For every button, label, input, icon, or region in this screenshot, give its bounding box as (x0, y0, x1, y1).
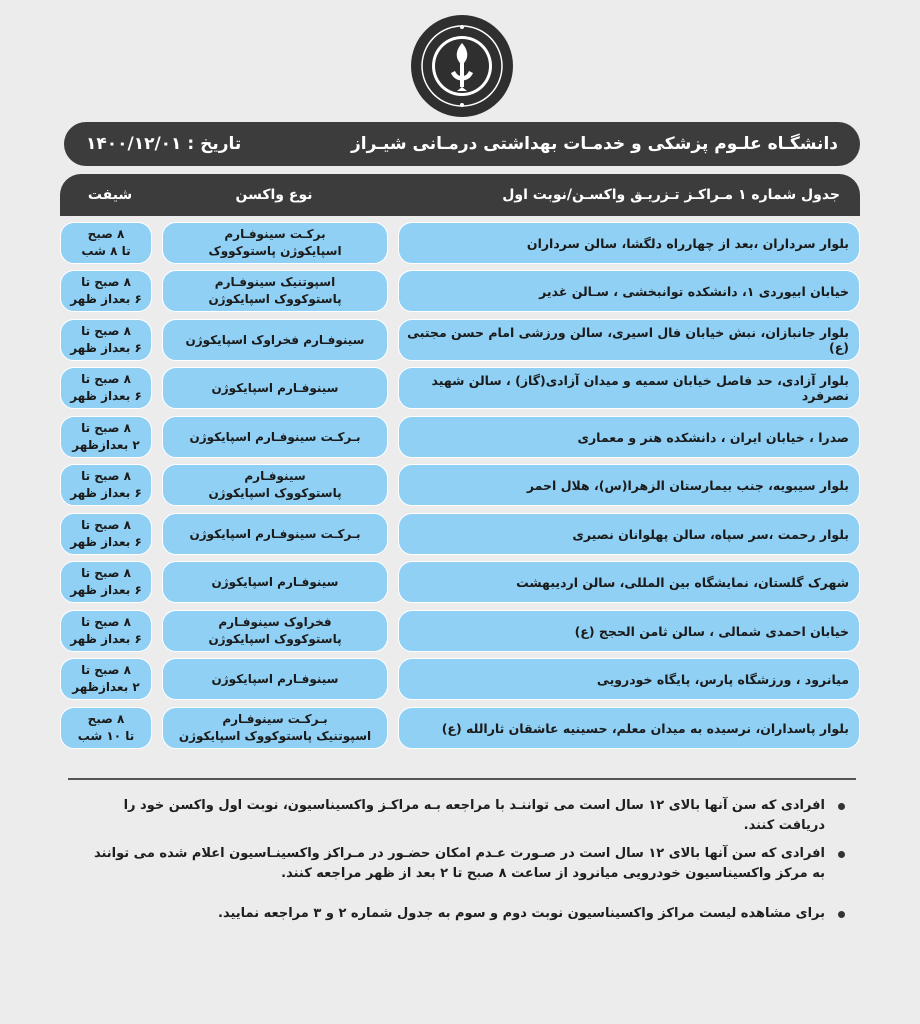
note-text: افرادی که سن آنها بالای ۱۲ سال است می تواننـد با مراجعه بـه مراکـز واکسیناسیون، نوبت اول واکسن خود را دریافت کنند. (123, 798, 825, 833)
location-cell: بلوار سیبویه، جنب بیمارستان الزهرا(س)، هلال احمر (398, 464, 860, 506)
shift-cell: ۸ صبح تا ۱۰ شب (60, 707, 152, 749)
note-text: برای مشاهده لیست مراکز واکسیناسیون نوبت دوم و سوم به جدول شماره ۲ و ۳ مراجعه نمایید. (218, 906, 825, 921)
location-cell: بلوار سرداران ،بعد از چهارراه دلگشا، سالن سرداران (398, 222, 860, 264)
shift-cell: ۸ صبح تا ۲ بعدازظهر (60, 416, 152, 458)
shift-cell: ۸ صبح تا ۶ بعداز ظهر (60, 561, 152, 603)
table-row (60, 658, 860, 700)
table-row (60, 319, 860, 361)
table-row (60, 222, 860, 264)
vaccine-cell: سینوفـارم اسپایکوژن (162, 561, 388, 603)
table-row (60, 707, 860, 749)
vaccine-cell: سینوفـارم پاستوکووک اسپایکوژن (162, 464, 388, 506)
location-cell: صدرا ، خیابان ایران ، دانشکده هنر و معماری (398, 416, 860, 458)
note-item (90, 796, 845, 836)
table-row (60, 270, 860, 312)
shift-cell: ۸ صبح تا ۲ بعدازظهر (60, 658, 152, 700)
location-cell: بلوار رحمت ،سر سپاه، سالن پهلوانان نصیری (398, 513, 860, 555)
note-text: افرادی که سن آنها بالای ۱۲ سال است در صـورت عـدم امکان حضـور در مـراکز واکسینـاسیون اعلام شده می توانند به مرکز واکسیناسیون خودرویی میانرود از ساعت ۸ صبح تا ۲ بعد از ظهر مراجعه کنند. (93, 846, 825, 881)
location-cell: بلوار پاسداران، نرسیده به میدان معلم، حسینیه عاشقان ثارالله (ع) (398, 707, 860, 749)
vaccine-cell: سینوفـارم اسپایکوژن (162, 367, 388, 409)
location-cell: شهرک گلستان، نمایشگاه بین المللی، سالن اردیبهشت (398, 561, 860, 603)
date-label: تاریخ : ۱۴۰۰/۱۲/۰۱ (86, 134, 242, 154)
bullet-icon (838, 803, 845, 810)
vaccine-cell: اسپوتنیک سینوفـارم پاستوکووک اسپایکوژن (162, 270, 388, 312)
shift-cell: ۸ صبح تا ۶ بعداز ظهر (60, 319, 152, 361)
vaccine-cell: برکـت سینوفـارم اسپایکوژن پاستوکووک (162, 222, 388, 264)
vaccine-cell: سینوفـارم اسپایکوژن (162, 658, 388, 700)
header-bar (64, 122, 860, 166)
note-item (90, 844, 845, 884)
location-cell: خیابان احمدی شمالی ، سالن ثامن الحجج (ع) (398, 610, 860, 652)
location-cell: خیابان ابیوردی ۱، دانشکده توانبخشی ، سـالن غدیر (398, 270, 860, 312)
notes-list (90, 796, 845, 932)
page-title: دانشگـاه علـوم پزشکی و خدمـات بهداشتی درمـانی شیـراز (350, 134, 838, 154)
bullet-icon (838, 851, 845, 858)
location-cell: میانرود ، ورزشگاه پارس، پایگاه خودرویی (398, 658, 860, 700)
vaccine-cell: بـرکـت سینوفـارم اسپایکوژن (162, 513, 388, 555)
vaccine-cell: بـرکـت سینوفـارم اسپایکوژن (162, 416, 388, 458)
location-cell: بلوار آزادی، حد فاصل خیابان سمیه و میدان آزادی(گاز) ، سالن شهید نصرفرد (398, 367, 860, 409)
column-header-location: جدول شماره ۱ مـراکـز تـزریـق واکسـن/نوبت اول (388, 174, 860, 216)
table-row (60, 464, 860, 506)
divider (68, 778, 856, 780)
table-row (60, 513, 860, 555)
table-row (60, 367, 860, 409)
university-seal-icon (411, 15, 513, 117)
table-row (60, 610, 860, 652)
column-header-vaccine: نوع واکسن (152, 174, 396, 216)
column-header-shift: شیفت (60, 174, 160, 216)
vaccine-cell: فخراوک سینوفـارم پاستوکووک اسپایکوژن (162, 610, 388, 652)
shift-cell: ۸ صبح تا ۶ بعداز ظهر (60, 270, 152, 312)
vaccine-cell: سینوفـارم فخراوک اسپایکوژن (162, 319, 388, 361)
shift-cell: ۸ صبح تا ۶ بعداز ظهر (60, 610, 152, 652)
shift-cell: ۸ صبح تا ۶ بعداز ظهر (60, 464, 152, 506)
table-row (60, 416, 860, 458)
note-item (90, 904, 845, 924)
bullet-icon (838, 911, 845, 918)
shift-cell: ۸ صبح تا ۸ شب (60, 222, 152, 264)
location-cell: بلوار جانبازان، نبش خیابان فال اسیری، سالن ورزشی امام حسن مجتبی (ع) (398, 319, 860, 361)
vaccine-cell: بـرکـت سینوفـارم اسپوتنیک پاستوکووک اسپایکوژن (162, 707, 388, 749)
table-row (60, 561, 860, 603)
shift-cell: ۸ صبح تا ۶ بعداز ظهر (60, 367, 152, 409)
shift-cell: ۸ صبح تا ۶ بعداز ظهر (60, 513, 152, 555)
